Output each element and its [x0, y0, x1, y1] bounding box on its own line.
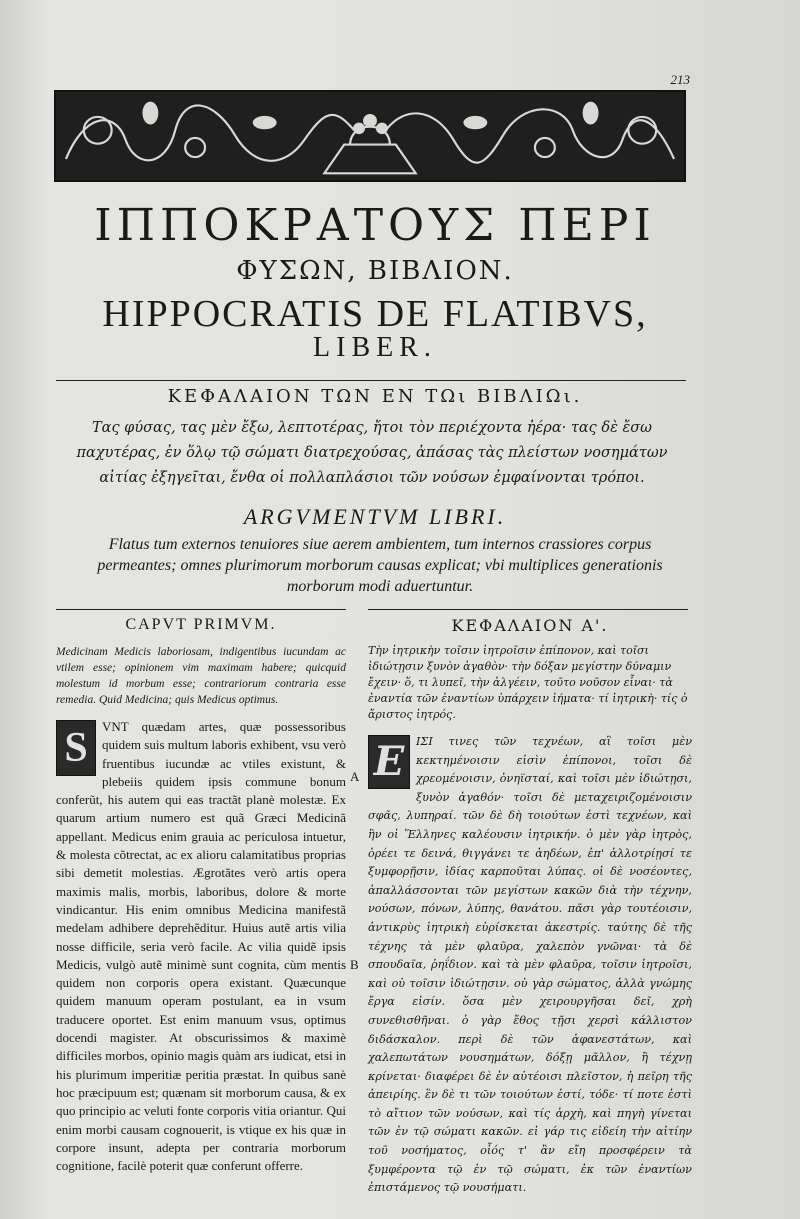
greek-column: [368, 616, 692, 1198]
latin-body-paragraph: VNT quædam artes, quæ possessoribus quidem suis multum laboris exhibent, vsu verò fruentibus iucundæ ac vtiles existunt, & plebeiis quidem ipsis commune bonum conferũt, his autem qui eas tractãt planè molestæ. Ex quarum artium numero est quã Græci Medicinã appellant. Medicus enim grauia ac periculosa intuetur, & molesta cõtrectat, ac ex alioru calamitatibus proprias sibi demetit molestias. Ægrotãtes verò artis opera maximis malis, morbis, laboribus, dolore & morte vindicantur. His enim omnibus Medicina manifestã medelam adhibere deprehẽditur. Huius autẽ artis vilia nosse difficile, seria verò facile. Ac vilia quidẽ ipsis Medicis, vulgò autẽ minimè sunt cognita, cùm mentis quidem non corporis opera existant. Quæcunque quidem manuum operam postulant, ea in vsum traducere oportet. Est enim manuum vsus, optimus docendi magister. At obscurissimos & maximè difficiles morbos, opinio magis quàm ars iudicat, etsi in his plurimum imperitiæ peritia præstat. In quibus sanè hoc præcipuum est; quænam sit morborum causa, & ex quo principio ac veluti fonte corporis vitia oriantur. Qui enim morbi causam cognouerit, is vtique ex his quæ in corpore insunt, adepta per contraria morborum cognitione, facilè poterit quæ conferunt offerre.: [56, 719, 346, 1174]
page-number: 213: [670, 72, 690, 87]
divider-rule: [56, 380, 686, 381]
greek-chapter-summary: Τὴν ἰητρικὴν τοῖσιν ἰητροῖσιν ἐπίπονον, καὶ τοῖσι ἰδιώτῃσιν ξυνὸν ἀγαθὸν· τὴν δόξαν μεγίστην δύναμιν ἔχειν· ὅ, τι λυπεῖ, τὴν ἀλγέειν, τοῦτο νοῦσον εἶναι· τὰ ἐναντία τῶν ἐναντίων ὑπάρχειν ἰήματα· τί ἰητρικὴ· τίς ὁ ἄριστος ἰητρός.: [368, 644, 688, 721]
latin-column: [56, 616, 346, 1175]
greek-summary-text: Τας φύσας, τας μὲν ἔξω, λεπτοτέρας, ἤτοι τὸν περιέχοντα ἠέρα· τας δὲ ἔσω παχυτέρας, ἐν ὅλῳ τῷ σώματι διατρεχούσας, ἀπάσας τὰς πλείστων νοσημάτων αἰτίας ἐξηγεῖται, ἔνθα οἱ πολλαπλάσιοι τῶν νούσων ἐμφαίνονται τρόποι.: [76, 420, 668, 486]
argumentum-heading: ARGVMENTVM LIBRI.: [243, 504, 507, 529]
dropcap-s: S: [56, 720, 96, 776]
margin-letter-a: A: [350, 769, 360, 784]
latin-chapter-summary: Medicinam Medicis laboriosam, indigentibus iucundam ac vtilem esse; opinionem vim maximam habere; quicquid molestum id morbum esse; contrariorum contraria esse remedia. Quid Medicina; quis Medicus optimus.: [56, 646, 346, 706]
ornamental-headpiece: [54, 90, 686, 182]
greek-subtitle: ΦΥΣΩΝ, ΒΙΒΛΙΟΝ.: [236, 256, 514, 286]
divider-rule-right: [368, 609, 688, 610]
divider-rule-left: [56, 609, 346, 610]
caput-heading: CAPVT PRIMVM.: [125, 616, 277, 633]
greek-body-paragraph: ΙΣΙ τινες τῶν τεχνέων, αἳ τοῖσι μὲν κεκτημένοισιν εἰσὶν ἐπίπονοι, τοῖσι δὲ χρεομένοισιν, ὀνηϊσταί, καὶ τοῖσι μὲν ἰδιώτῃσι, ξυνὸν ἀγαθόν· τοῖσι δὲ μεταχειριζομένοισιν σφᾶς, λυπηραί. τῶν δὲ δὴ τοιούτων ἐστὶ τεχνέων, καὶ ἣν οἱ Ἕλληνες καλέουσιν ἰητρικήν. ὁ μὲν γὰρ ἰητρὸς, ὁρέει τε δεινά, θιγγάνει τε ἀηδέων, ἐπ' ἀλλοτρίῃσί τε ξυμφορῇσιν, ἰδίας καρποῦται λύπας. οἱ δὲ νοσέοντες, ἀπαλλάσσονται τῶν μεγίστων κακῶν διὰ τὴν τέχνην, νούσων, πόνων, λύπης, θανάτου. πᾶσι γὰρ τουτέοισιν, ἀντικρὺς ἰητρικὴ εὑρίσκεται ἀκεστρίς. ταύτης δὲ τῆς τέχνης τὰ μὲν φλαῦρα, χαλεπὸν γνῶναι· τὰ δὲ σπουδαῖα, ῥηΐδιον. καὶ τὰ μὲν φλαῦρα, τοῖσιν ἰητροῖσι, καὶ οὐ τοῖσιν ἰδιώτῃσιν. οὐ γὰρ σώματος, ἀλλὰ γνώμης ἔργα εἰσίν. ὅσα μὲν χειρουργῆσαι δεῖ, χρὴ συνεθισθῆναι. ὁ γὰρ ἔθος τῇσι χερσὶ κάλλιστον διδάσκαλον. περὶ δὲ τῶν ἀφανεστάτων, καὶ χαλεπωτάτων νουσημάτων, δόξῃ μᾶλλον, ἢ τέχνῃ κρίνεται· διαφέρει δὲ ἐν αὐτέοισι πλεῖστον, ἡ πεῖρη τῆς ἀπειρίης. ἓν δὲ τι τῶν τοιούτων ἐστί, τόδε· τί ποτε ἐστὶ τὸ αἴτιον τῶν νούσων, καὶ τίς ἀρχὴ, καὶ πηγὴ γίνεται τῶν ἐν τῷ σώματι κακῶν. εἰ γάρ τις εἰδείη τὴν αἰτίην τοῦ νοσήματος, οἷός τ' ἂν εἴη προσφέρειν τὰ ξυμφέροντα τῷ ἐν τῷ σώματι, ἐκ τῶν ἐναντίων ἐπιστάμενος τῷ νουσήματι.: [368, 735, 692, 1195]
margin-letter-b: B: [350, 957, 359, 972]
latin-body-text: [56, 718, 346, 1175]
greek-body-text: [368, 733, 692, 1198]
greek-title: ΙΠΠΟΚΡΑΤΟΥΣ ΠΕΡΙ: [94, 200, 656, 251]
dropcap-epsilon: Ε: [368, 735, 410, 789]
argumentum-text: Flatus tum externos tenuiores siue aerem ambientem, tum internos crassiores corpus permeantes; omnes plurimorum morborum causas explicat; vbi multiplices generationis morborum modi aduertuntur.: [97, 536, 663, 595]
kephalaion-heading: ΚΕΦΑΛΑΙΟΝ Α'.: [451, 616, 609, 635]
chapter-summary-heading: ΚΕΦΑΛΑΙΟΝ ΤΩΝ ΕΝ ΤΩι ΒΙΒΛΙΩι.: [167, 386, 583, 407]
latin-subtitle: LIBER.: [313, 332, 437, 363]
latin-title: HIPPOCRATIS DE FLATIBVS,: [102, 293, 648, 335]
